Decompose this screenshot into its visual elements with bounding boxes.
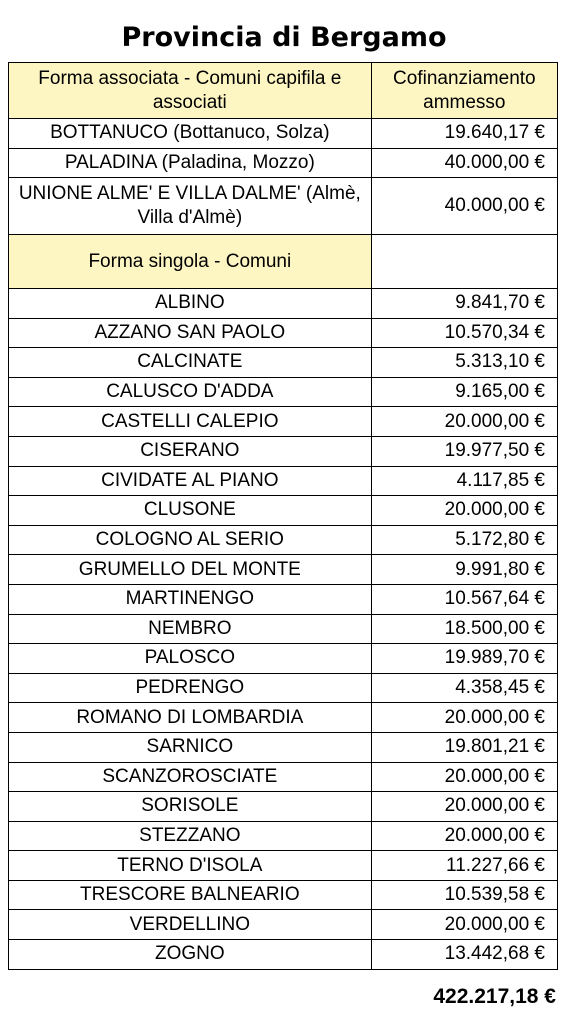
amount-cell: 13.442,68 € xyxy=(371,940,557,970)
comune-name: ZOGNO xyxy=(9,940,372,970)
comune-name: CALUSCO D'ADDA xyxy=(9,377,372,407)
table-row xyxy=(9,496,558,526)
header-cofinanziamento: Cofinanziamento ammesso xyxy=(371,63,557,119)
section-header-forma-singola: Forma singola - Comuni xyxy=(9,235,372,289)
table-row xyxy=(9,940,558,970)
comune-name: MARTINENGO xyxy=(9,584,372,614)
comune-name: CALCINATE xyxy=(9,348,372,378)
comune-name: VERDELLINO xyxy=(9,910,372,940)
amount-cell: 20.000,00 € xyxy=(371,792,557,822)
table-row xyxy=(9,466,558,496)
table-row xyxy=(9,119,558,149)
comune-name: TERNO D'ISOLA xyxy=(9,851,372,881)
table-row xyxy=(9,348,558,378)
table-row xyxy=(9,614,558,644)
comune-name: STEZZANO xyxy=(9,821,372,851)
amount-cell: 19.977,50 € xyxy=(371,436,557,466)
amount-cell: 20.000,00 € xyxy=(371,910,557,940)
table-row xyxy=(9,673,558,703)
amount-cell: 9.841,70 € xyxy=(371,289,557,319)
comune-name: BOTTANUCO (Bottanuco, Solza) xyxy=(9,119,372,149)
comune-name: ROMANO DI LOMBARDIA xyxy=(9,703,372,733)
amount-cell: 19.989,70 € xyxy=(371,644,557,674)
header-forma-associata: Forma associata - Comuni capifila e associati xyxy=(9,63,372,119)
table-row xyxy=(9,525,558,555)
table-row xyxy=(9,318,558,348)
table-row xyxy=(9,880,558,910)
amount-cell: 19.801,21 € xyxy=(371,732,557,762)
comune-name: SARNICO xyxy=(9,732,372,762)
comune-name: CISERANO xyxy=(9,436,372,466)
section-header-row xyxy=(9,235,558,289)
amount-cell: 20.000,00 € xyxy=(371,703,557,733)
amount-cell: 9.991,80 € xyxy=(371,555,557,585)
amount-cell: 11.227,66 € xyxy=(371,851,557,881)
comune-name: COLOGNO AL SERIO xyxy=(9,525,372,555)
comune-name: CASTELLI CALEPIO xyxy=(9,407,372,437)
table-header-row xyxy=(9,63,558,119)
amount-cell: 10.567,64 € xyxy=(371,584,557,614)
comune-name: CLUSONE xyxy=(9,496,372,526)
table-row xyxy=(9,148,558,178)
amount-cell: 18.500,00 € xyxy=(371,614,557,644)
table-row xyxy=(9,851,558,881)
amount-cell: 5.313,10 € xyxy=(371,348,557,378)
table-row xyxy=(9,436,558,466)
comune-name: UNIONE ALME' E VILLA DALME' (Almè, Villa d'Almè) xyxy=(9,178,372,235)
comune-name: SORISOLE xyxy=(9,792,372,822)
table-row xyxy=(9,377,558,407)
amount-cell: 20.000,00 € xyxy=(371,496,557,526)
total-amount: 422.217,18 € xyxy=(433,985,556,1008)
comune-name: NEMBRO xyxy=(9,614,372,644)
table-row xyxy=(9,762,558,792)
amount-cell: 20.000,00 € xyxy=(371,762,557,792)
singola-rows xyxy=(9,289,558,970)
amount-cell: 20.000,00 € xyxy=(371,407,557,437)
comune-name: AZZANO SAN PAOLO xyxy=(9,318,372,348)
table-row xyxy=(9,407,558,437)
amount-cell: 10.539,58 € xyxy=(371,880,557,910)
table-row xyxy=(9,792,558,822)
table-row xyxy=(9,584,558,614)
table-row xyxy=(9,555,558,585)
comune-name: CIVIDATE AL PIANO xyxy=(9,466,372,496)
page-title: Provincia di Bergamo xyxy=(121,22,447,53)
amount-cell: 20.000,00 € xyxy=(371,821,557,851)
comune-name: ALBINO xyxy=(9,289,372,319)
comune-name: PALADINA (Paladina, Mozzo) xyxy=(9,148,372,178)
amount-cell: 40.000,00 € xyxy=(371,178,557,235)
table-row xyxy=(9,644,558,674)
table-row xyxy=(9,821,558,851)
funding-table xyxy=(8,62,558,970)
table-row xyxy=(9,289,558,319)
amount-cell: 10.570,34 € xyxy=(371,318,557,348)
comune-name: GRUMELLO DEL MONTE xyxy=(9,555,372,585)
table-row xyxy=(9,732,558,762)
amount-cell: 4.358,45 € xyxy=(371,673,557,703)
amount-cell: 5.172,80 € xyxy=(371,525,557,555)
amount-cell: 4.117,85 € xyxy=(371,466,557,496)
comune-name: TRESCORE BALNEARIO xyxy=(9,880,372,910)
amount-cell: 40.000,00 € xyxy=(371,148,557,178)
comune-name: PEDRENGO xyxy=(9,673,372,703)
table-row xyxy=(9,910,558,940)
table-row xyxy=(9,703,558,733)
comune-name: PALOSCO xyxy=(9,644,372,674)
section-header-empty-cell xyxy=(371,235,557,289)
table-row xyxy=(9,178,558,235)
amount-cell: 19.640,17 € xyxy=(371,119,557,149)
amount-cell: 9.165,00 € xyxy=(371,377,557,407)
comune-name: SCANZOROSCIATE xyxy=(9,762,372,792)
